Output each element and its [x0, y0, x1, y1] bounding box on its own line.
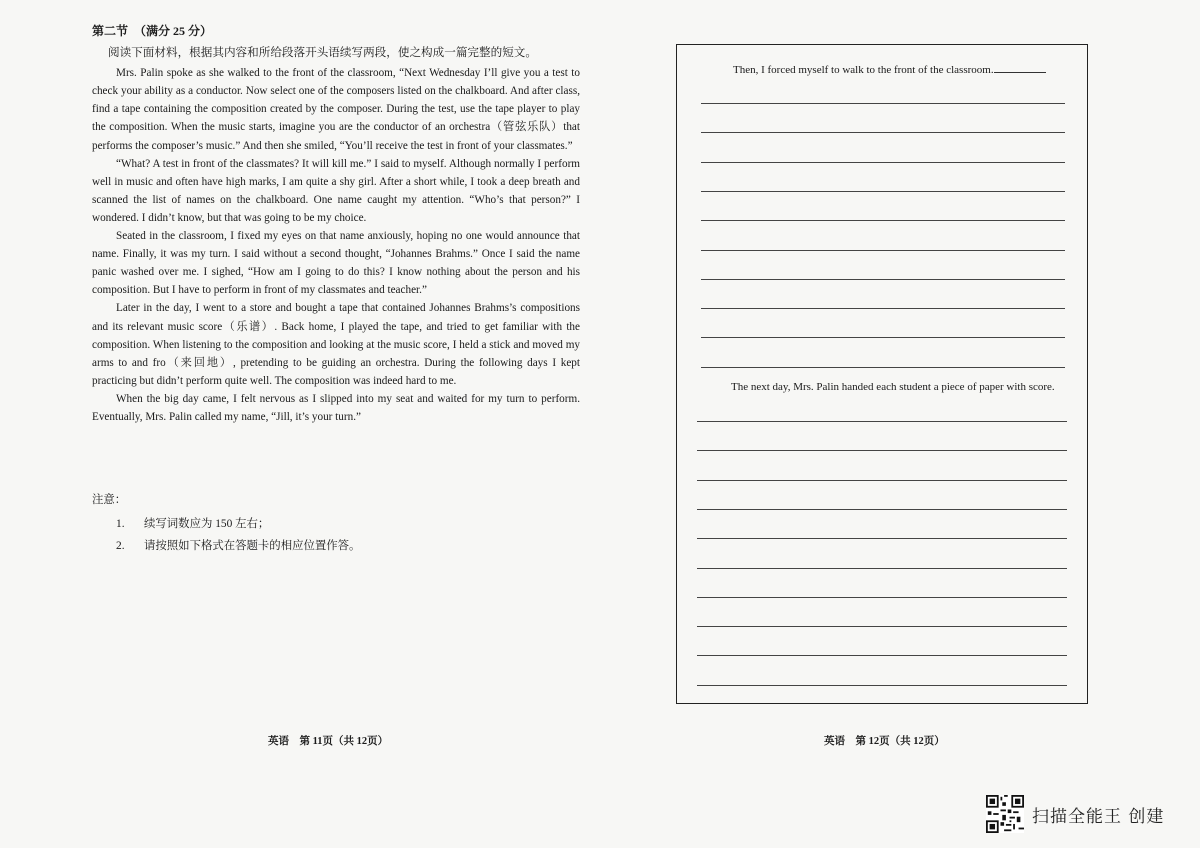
- story-paragraph-5: When the big day came, I felt nervous as I slipped into my seat and waited for my turn to perform. Eventually, Mrs. Palin called my name, “Jill, it’s your turn.”: [92, 392, 580, 423]
- note-number: 1.: [116, 518, 125, 530]
- story-paragraph-3: Seated in the classroom, I fixed my eyes on that name anxiously, hoping no one would announce that name. Finally, it was my turn. I said without a second thought, “Johannes Brahms.” Once I said the name panic washed over me. I sighed, “How am I going to do this? I know nothing about the person and his composition. But I have to perform in front of my classmates and teacher.”: [92, 230, 580, 297]
- story-paragraph-1: Mrs. Palin spoke as she walked to the front of the classroom, “Next Wednesday I’ll give you a test to check your ability as a conductor. Now select one of the composers listed on the chalkboard. And after class, find a tape containing the composition created by the composer. During the test, use the tape player to play the composition. When the music starts, imagine you are the conductor of an orchestra（管弦乐队）that performs the composer’s music.” And then she smiled, “You’ll receive the test in front of your classmates.”: [92, 67, 580, 152]
- answer-line: [701, 250, 1065, 251]
- answer-line: [701, 220, 1065, 221]
- answer-line: [697, 538, 1067, 539]
- answer-line: [701, 279, 1065, 280]
- note-item: [116, 513, 360, 535]
- answer-line: [697, 626, 1067, 627]
- answer-line: [701, 191, 1065, 192]
- note-item: [116, 535, 360, 557]
- answer-line: [697, 480, 1067, 481]
- scanner-watermark: [986, 795, 1164, 833]
- note-number: 2.: [116, 540, 125, 552]
- story-paragraph-4: Later in the day, I went to a store and bought a tape that contained Johannes Brahms’s compositions and its relevant music score（乐谱）. Back home, I played the tape, and tried to get familiar with the composition. When listening to the composition and looking at the music score, I held a stick and moved my arms to and fro（来回地）, pretending to be guiding an orchestra. During the following days I kept practicing but didn’t perform quite well. The composition was indeed hard to me.: [92, 302, 580, 387]
- answer-box: [676, 44, 1088, 704]
- left-page: [92, 22, 580, 426]
- section-heading: [92, 22, 580, 40]
- answer-line: [697, 655, 1067, 656]
- answer-line: [697, 568, 1067, 569]
- note-text: 续写词数应为 150 左右；: [144, 518, 270, 530]
- answer-line: [701, 367, 1065, 368]
- answer-line: [701, 103, 1065, 104]
- section-score: （满分 25 分）: [134, 24, 213, 38]
- answer-line: [697, 685, 1067, 686]
- prompt-1-blank: [994, 62, 1046, 73]
- task-instruction: 阅读下面材料，根据其内容和所给段落开头语续写两段，使之构成一篇完整的短文。: [108, 46, 537, 60]
- notes-section: [92, 491, 360, 557]
- scanner-watermark-text: 扫描全能王 创建: [1032, 806, 1165, 827]
- section-title: 第二节: [92, 24, 129, 38]
- continuation-prompt-1: [733, 62, 1046, 76]
- continuation-prompt-2: The next day, Mrs. Palin handed each student a piece of paper with score.: [731, 381, 1055, 393]
- qr-code-icon: [986, 795, 1024, 833]
- notes-title: 注意：: [92, 494, 127, 506]
- answer-line: [701, 162, 1065, 163]
- answer-line: [697, 450, 1067, 451]
- note-text: 请按照如下格式在答题卡的相应位置作答。: [144, 540, 361, 552]
- answer-line: [701, 337, 1065, 338]
- page-footer-left: 英语 第 11页（共 12页）: [268, 736, 389, 747]
- answer-line: [701, 132, 1065, 133]
- prompt-1-text: Then, I forced myself to walk to the front of the classroom.: [733, 64, 994, 76]
- answer-line: [697, 509, 1067, 510]
- story-paragraph-2: “What? A test in front of the classmates? It will kill me.” I said to myself. Although normally I perform well in music and often have high marks, I am quite a shy girl. After a short while, I took a deep breath and scanned the list of names on the chalkboard. One name caught my attention. “Who’s that person?” I wondered. I didn’t know, but that was going to be my choice.: [92, 157, 580, 224]
- answer-line: [701, 308, 1065, 309]
- answer-line: [697, 597, 1067, 598]
- answer-line: [697, 421, 1067, 422]
- page-footer-right: 英语 第 12页（共 12页）: [824, 736, 945, 747]
